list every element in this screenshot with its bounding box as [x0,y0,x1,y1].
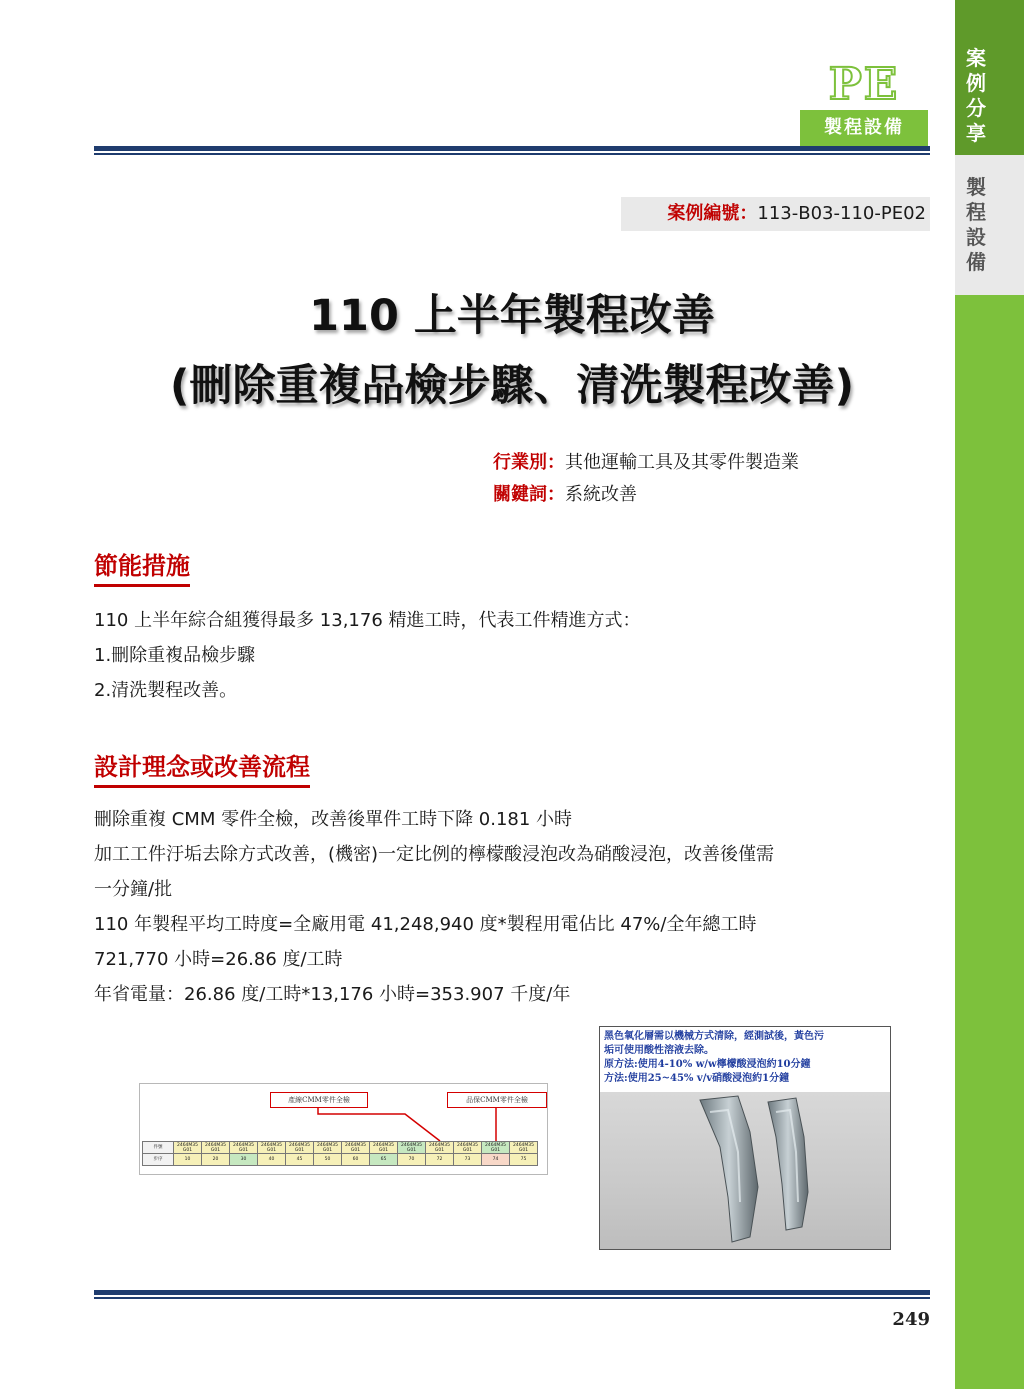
table-cell: 2464M35 G01 [510,1142,538,1154]
side-tab-section-label: 案 例 分 享 [966,46,986,145]
page-number: 249 [892,1309,930,1330]
table-cell: 65 [370,1154,398,1166]
table-cell: 73 [454,1154,482,1166]
table-cell: 2464M35 G01 [286,1142,314,1154]
category-badge: 製程設備 [800,110,928,146]
table-row [143,1154,538,1166]
table-cell: 40 [258,1154,286,1166]
table-row-header: 件號 [143,1142,174,1154]
table-cell: 2464M35 G01 [426,1142,454,1154]
table-cell: 2464M35 G01 [174,1142,202,1154]
table-cell: 2464M35 G01 [482,1142,510,1154]
industry-label: 行業別： [493,452,565,473]
table-cell: 10 [174,1154,202,1166]
table-cell: 60 [342,1154,370,1166]
table-cell: 2464M35 G01 [314,1142,342,1154]
paragraph-line: 加工工件汙垢去除方式改善，(機密)一定比例的檸檬酸浸泡改為硝酸浸泡，改善後僅需 [94,844,775,865]
table-cell: 20 [202,1154,230,1166]
paragraph-line: 110 上半年綜合組獲得最多 13,176 精進工時，代表工件精進方式： [94,610,641,631]
pe-logo: PE [828,59,900,110]
process-table-figure [139,1083,548,1175]
section-measures-body [94,603,940,708]
table-row [143,1142,538,1154]
paragraph-line: 1.刪除重複品檢步驟 [94,645,256,666]
case-number-label: 案例編號： [667,203,758,224]
case-number-value: 113-B03-110-PE02 [757,203,926,224]
page-title-line2: (刪除重複品檢步驟、清洗製程改善) [169,361,855,411]
cleaning-photo-figure [599,1026,891,1250]
table-cell: 50 [314,1154,342,1166]
process-table [142,1141,538,1166]
table-row-header: 步序 [143,1154,174,1166]
section-design-body [94,802,940,1012]
table-cell: 30 [230,1154,258,1166]
footer-rule [94,1290,930,1299]
industry-value: 其他運輸工具及其零件製造業 [565,452,799,473]
table-cell: 75 [510,1154,538,1166]
table-cell: 2464M35 G01 [202,1142,230,1154]
keyword-value: 系統改善 [565,484,637,505]
table-cell: 72 [426,1154,454,1166]
table-cell: 2464M35 G01 [370,1142,398,1154]
side-tab-category-label: 製 程 設 備 [966,175,986,274]
paragraph-line: 年省電量：26.86 度/工時*13,176 小時=353.907 千度/年 [94,984,571,1005]
paragraph-line: 一分鐘/批 [94,879,173,900]
keywords [493,479,637,511]
metal-parts-photo [600,1092,890,1249]
table-cell: 45 [286,1154,314,1166]
photo-caption: 黑色氧化層需以機械方式清除，經測試後，黃色污 垢可使用酸性溶液去除。 原方法:使用4-10% w/w檸檬酸浸泡約10分鐘 方法:使用25~45% v/v硝酸浸泡約1分鐘 [604,1031,824,1084]
table-cell: 2464M35 G01 [454,1142,482,1154]
case-number [621,197,930,231]
paragraph-line: 721,770 小時=26.86 度/工時 [94,949,343,970]
table-cell: 2464M35 G01 [230,1142,258,1154]
table-cell: 74 [482,1154,510,1166]
table-cell: 2464M35 G01 [398,1142,426,1154]
paragraph-line: 2.清洗製程改善。 [94,680,238,701]
callout-line-cmm: 產線CMM零件全檢 [270,1092,368,1108]
section-heading-measures: 節能措施 [94,546,190,587]
table-cell: 2464M35 G01 [342,1142,370,1154]
paragraph-line: 刪除重複 CMM 零件全檢，改善後單件工時下降 0.181 小時 [94,809,573,830]
page-title-line1: 110 上半年製程改善 [309,291,715,341]
callout-qa-cmm: 品保CMM零件全檢 [447,1092,547,1108]
metal-part-right [768,1098,808,1230]
keyword-label: 關鍵詞： [493,484,565,505]
table-cell: 70 [398,1154,426,1166]
industry [493,447,799,479]
paragraph-line: 110 年製程平均工時度=全廠用電 41,248,940 度*製程用電佔比 47%/全年總工時 [94,914,757,935]
table-cell: 2464M35 G01 [258,1142,286,1154]
header-rule [94,146,930,155]
section-heading-design: 設計理念或改善流程 [94,747,310,788]
